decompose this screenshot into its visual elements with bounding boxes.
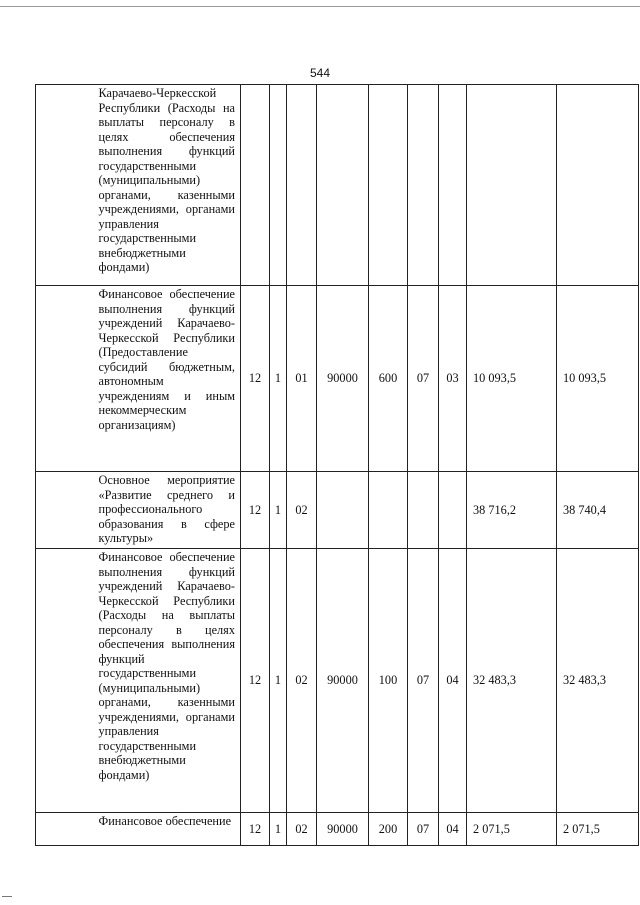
code-section: 07 [408, 286, 439, 472]
code-subsection: 04 [439, 813, 467, 846]
amount-1: 2 071,5 [467, 813, 557, 846]
page-number: 544 [309, 66, 331, 80]
blank-cell [36, 549, 65, 813]
code-program [270, 85, 287, 286]
code-expense-type [369, 85, 408, 286]
budget-table [35, 84, 639, 846]
code-activity: 02 [287, 813, 317, 846]
code-direction [317, 472, 369, 549]
code-program: 1 [270, 813, 287, 846]
code-section: 07 [408, 813, 439, 846]
code-direction [317, 85, 369, 286]
code-activity: 02 [287, 472, 317, 549]
blank-cell [36, 286, 65, 472]
code-program: 1 [270, 286, 287, 472]
scan-mark [2, 896, 12, 897]
code-subsection: 03 [439, 286, 467, 472]
amount-1 [467, 85, 557, 286]
row-description: Основное мероприятие «Развитие среднего и профессионального образования в сфере культуры» [65, 472, 241, 549]
code-section [408, 472, 439, 549]
table-row [36, 286, 639, 472]
code-expense-type: 100 [369, 549, 408, 813]
code-activity: 01 [287, 286, 317, 472]
amount-2: 32 483,3 [557, 549, 639, 813]
code-ministry [241, 85, 270, 286]
amount-2: 10 093,5 [557, 286, 639, 472]
code-subsection [439, 85, 467, 286]
code-activity: 02 [287, 549, 317, 813]
code-expense-type: 200 [369, 813, 408, 846]
blank-cell [36, 85, 65, 286]
code-program: 1 [270, 549, 287, 813]
code-subsection [439, 472, 467, 549]
table-row [36, 472, 639, 549]
code-ministry: 12 [241, 813, 270, 846]
scan-edge [0, 0, 640, 7]
row-description: Карачаево-Черкесской Республики (Расходы на выплаты персоналу в целях обеспечения выполнения функций государственными (муниципальными) органами, казенными учреждениями, органами управления государственными внебюджетными фондами) [65, 85, 241, 286]
row-description: Финансовое обеспечение выполнения функций учреждений Карачаево-Черкесской Республики (Предоставление субсидий бюджетным, автономным учреждениям и иным некоммерческим организациям) [65, 286, 241, 472]
amount-2 [557, 85, 639, 286]
code-direction: 90000 [317, 286, 369, 472]
table-row [36, 549, 639, 813]
code-expense-type [369, 472, 408, 549]
code-section: 07 [408, 549, 439, 813]
amount-2: 2 071,5 [557, 813, 639, 846]
amount-1: 10 093,5 [467, 286, 557, 472]
amount-2: 38 740,4 [557, 472, 639, 549]
code-direction: 90000 [317, 549, 369, 813]
code-ministry: 12 [241, 549, 270, 813]
row-description: Финансовое обеспечение выполнения функций учреждений Карачаево-Черкесской Республики (Расходы на выплаты персоналу в целях обеспечения выполнения функций государственными (муниципальными) органами, казенными учреждениями, органами управления государственными внебюджетными фондами) [65, 549, 241, 813]
code-subsection: 04 [439, 549, 467, 813]
amount-1: 38 716,2 [467, 472, 557, 549]
blank-cell [36, 813, 65, 846]
code-activity [287, 85, 317, 286]
code-ministry: 12 [241, 286, 270, 472]
table-row [36, 85, 639, 286]
code-expense-type: 600 [369, 286, 408, 472]
row-description: Финансовое обеспечение [65, 813, 241, 846]
blank-cell [36, 472, 65, 549]
code-direction: 90000 [317, 813, 369, 846]
table-row [36, 813, 639, 846]
code-program: 1 [270, 472, 287, 549]
code-section [408, 85, 439, 286]
amount-1: 32 483,3 [467, 549, 557, 813]
code-ministry: 12 [241, 472, 270, 549]
